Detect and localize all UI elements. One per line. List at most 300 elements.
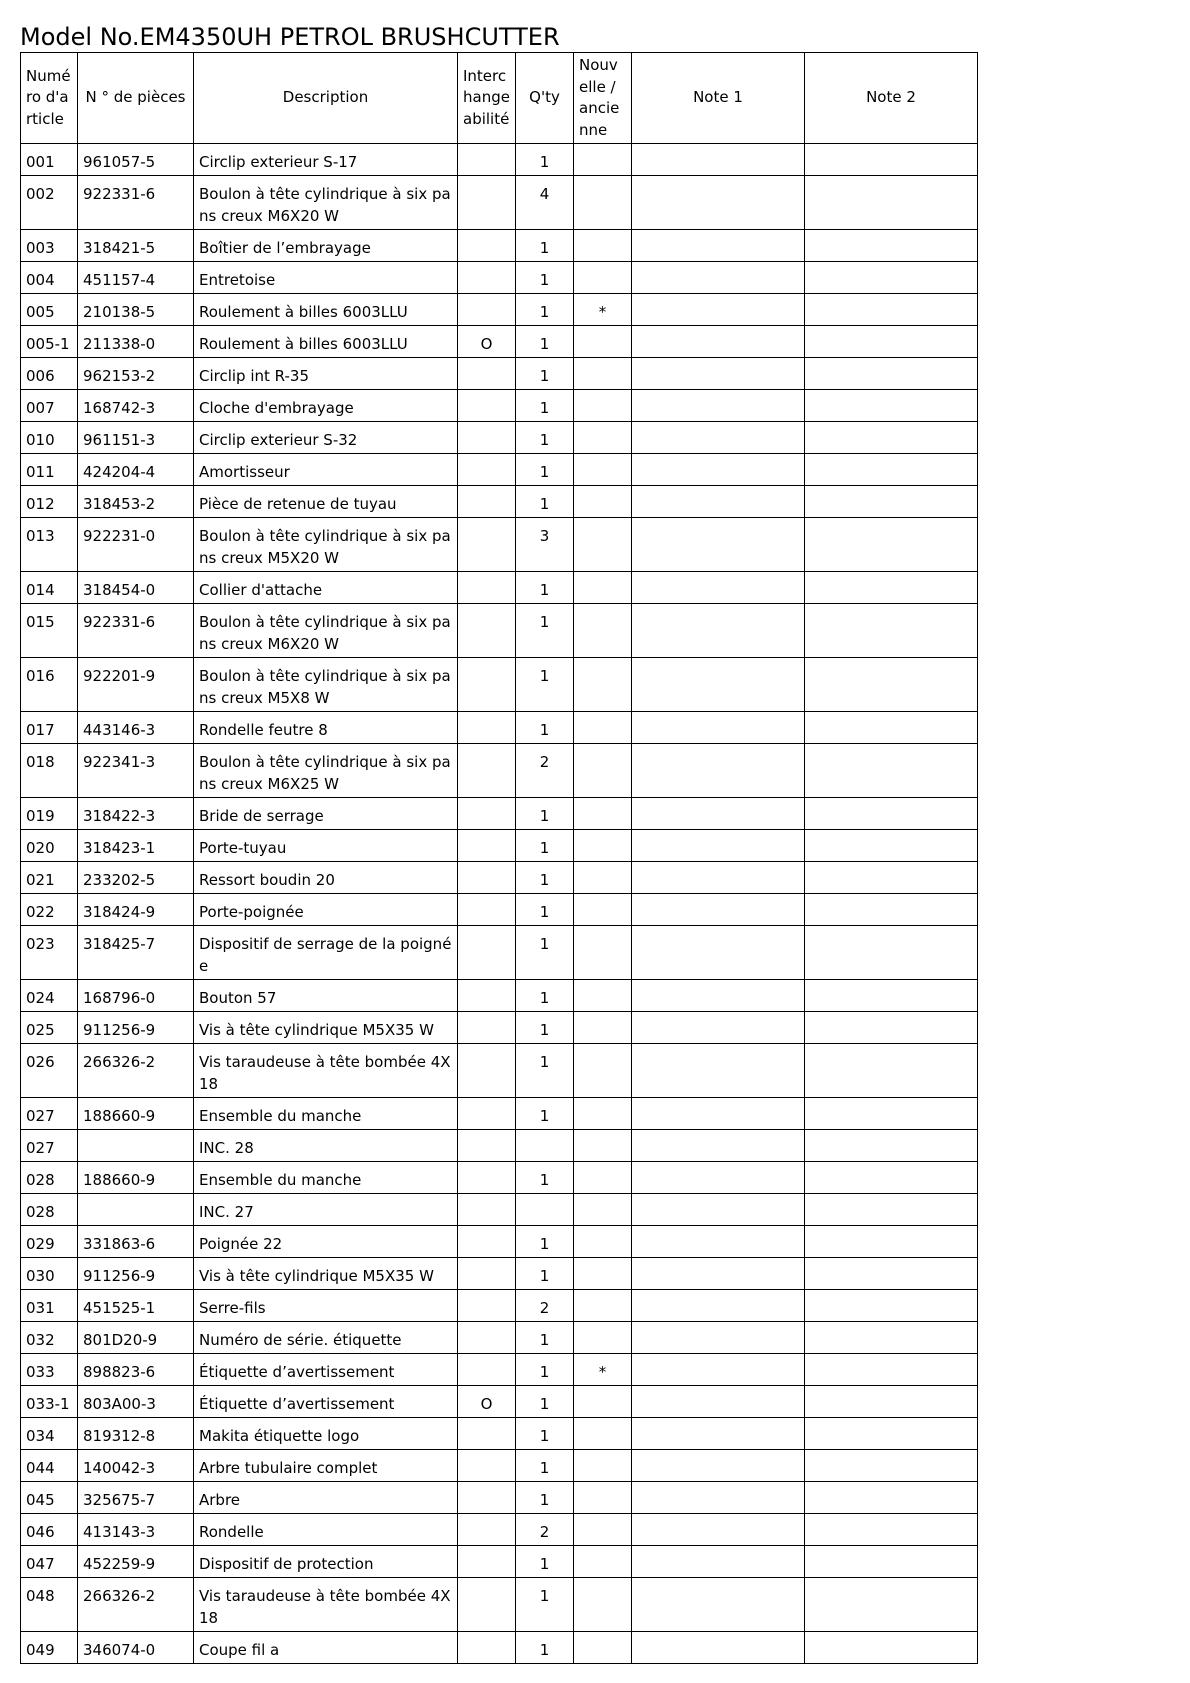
cell-qty: 1 [516,658,574,712]
table-row [21,262,978,294]
cell-qty: 1 [516,1258,574,1290]
cell-note1 [632,1482,805,1514]
cell-description: Cloche d'embrayage [194,390,458,422]
cell-note1 [632,294,805,326]
cell-new-old [574,326,632,358]
cell-note2 [805,1098,978,1130]
cell-part-no: 266326-2 [78,1044,194,1098]
cell-note1 [632,604,805,658]
cell-note2 [805,422,978,454]
cell-note2 [805,604,978,658]
cell-qty: 1 [516,830,574,862]
cell-new-old [574,1162,632,1194]
col-qty: Q'ty [516,53,574,144]
cell-description: Vis taraudeuse à tête bombée 4X18 [194,1578,458,1632]
cell-item-no: 030 [21,1258,78,1290]
cell-description: Porte-poignée [194,894,458,926]
table-row [21,1194,978,1226]
cell-note1 [632,144,805,176]
cell-item-no: 012 [21,486,78,518]
cell-description: INC. 28 [194,1130,458,1162]
cell-interchangeability [458,572,516,604]
cell-note1 [632,926,805,980]
cell-interchangeability [458,658,516,712]
cell-description: Numéro de série. étiquette [194,1322,458,1354]
cell-part-no [78,1194,194,1226]
table-row [21,390,978,422]
cell-interchangeability [458,1162,516,1194]
cell-new-old [574,980,632,1012]
cell-description: Boulon à tête cylindrique à six pans creux M6X20 W [194,176,458,230]
cell-interchangeability [458,744,516,798]
table-row [21,1632,978,1664]
table-row [21,1130,978,1162]
cell-interchangeability [458,926,516,980]
cell-note1 [632,486,805,518]
table-row [21,454,978,486]
cell-new-old [574,1258,632,1290]
cell-note1 [632,980,805,1012]
cell-note1 [632,744,805,798]
cell-note2 [805,1162,978,1194]
cell-item-no: 018 [21,744,78,798]
cell-new-old [574,1012,632,1044]
cell-part-no: 962153-2 [78,358,194,390]
cell-part-no: 211338-0 [78,326,194,358]
cell-part-no: 266326-2 [78,1578,194,1632]
cell-interchangeability: O [458,326,516,358]
cell-description: Pièce de retenue de tuyau [194,486,458,518]
cell-new-old: * [574,1354,632,1386]
cell-note1 [632,262,805,294]
cell-note1 [632,1386,805,1418]
cell-part-no: 210138-5 [78,294,194,326]
cell-note2 [805,144,978,176]
col-note2: Note 2 [805,53,978,144]
cell-interchangeability [458,1012,516,1044]
cell-part-no: 922231-0 [78,518,194,572]
cell-qty: 1 [516,604,574,658]
cell-note2 [805,798,978,830]
cell-item-no: 001 [21,144,78,176]
cell-description: Circlip int R-35 [194,358,458,390]
cell-description: Poignée 22 [194,1226,458,1258]
cell-qty: 1 [516,230,574,262]
cell-note1 [632,1290,805,1322]
cell-part-no: 346074-0 [78,1632,194,1664]
cell-new-old [574,1322,632,1354]
table-row [21,572,978,604]
cell-qty: 3 [516,518,574,572]
cell-qty: 2 [516,1514,574,1546]
cell-note2 [805,572,978,604]
table-row [21,1354,978,1386]
table-row [21,1290,978,1322]
cell-qty: 1 [516,1162,574,1194]
cell-description: Vis taraudeuse à tête bombée 4X18 [194,1044,458,1098]
cell-note1 [632,798,805,830]
cell-description: Vis à tête cylindrique M5X35 W [194,1012,458,1044]
cell-item-no: 005 [21,294,78,326]
cell-note1 [632,1012,805,1044]
cell-description: Ensemble du manche [194,1162,458,1194]
table-row [21,144,978,176]
table-row [21,980,978,1012]
cell-item-no: 032 [21,1322,78,1354]
table-row [21,830,978,862]
cell-note1 [632,572,805,604]
cell-description: Boulon à tête cylindrique à six pans creux M6X20 W [194,604,458,658]
cell-interchangeability [458,1044,516,1098]
cell-part-no: 168742-3 [78,390,194,422]
cell-interchangeability [458,1632,516,1664]
cell-description: Dispositif de serrage de la poignée [194,926,458,980]
cell-note2 [805,1632,978,1664]
cell-item-no: 028 [21,1162,78,1194]
cell-new-old [574,1130,632,1162]
cell-item-no: 026 [21,1044,78,1098]
cell-description: Circlip exterieur S-17 [194,144,458,176]
cell-item-no: 019 [21,798,78,830]
cell-note2 [805,712,978,744]
cell-new-old [574,1386,632,1418]
cell-description: Makita étiquette logo [194,1418,458,1450]
table-row [21,658,978,712]
cell-item-no: 014 [21,572,78,604]
cell-note2 [805,1226,978,1258]
cell-part-no: 961151-3 [78,422,194,454]
cell-item-no: 021 [21,862,78,894]
cell-new-old [574,176,632,230]
cell-interchangeability [458,1514,516,1546]
table-row [21,294,978,326]
cell-item-no: 010 [21,422,78,454]
table-row [21,1450,978,1482]
cell-item-no: 045 [21,1482,78,1514]
cell-interchangeability [458,230,516,262]
table-row [21,1578,978,1632]
cell-interchangeability [458,454,516,486]
table-body [21,144,978,1664]
cell-interchangeability [458,830,516,862]
cell-note2 [805,294,978,326]
cell-item-no: 048 [21,1578,78,1632]
cell-description: Boulon à tête cylindrique à six pans creux M5X8 W [194,658,458,712]
cell-qty: 1 [516,798,574,830]
table-row [21,1044,978,1098]
cell-new-old [574,1044,632,1098]
cell-part-no: 413143-3 [78,1514,194,1546]
cell-note2 [805,486,978,518]
cell-description: Boulon à tête cylindrique à six pans creux M6X25 W [194,744,458,798]
cell-item-no: 025 [21,1012,78,1044]
cell-note2 [805,262,978,294]
cell-note1 [632,176,805,230]
cell-part-no: 922201-9 [78,658,194,712]
cell-note1 [632,1632,805,1664]
cell-qty: 1 [516,1450,574,1482]
cell-note2 [805,1354,978,1386]
cell-part-no: 922331-6 [78,176,194,230]
cell-qty: 1 [516,1386,574,1418]
cell-note2 [805,658,978,712]
cell-note1 [632,1044,805,1098]
cell-qty: 1 [516,862,574,894]
table-row [21,1012,978,1044]
cell-part-no: 451525-1 [78,1290,194,1322]
cell-part-no: 961057-5 [78,144,194,176]
cell-part-no: 140042-3 [78,1450,194,1482]
cell-interchangeability [458,980,516,1012]
cell-new-old [574,1418,632,1450]
cell-qty: 1 [516,454,574,486]
table-row [21,1546,978,1578]
cell-new-old: * [574,294,632,326]
table-row [21,1098,978,1130]
cell-note2 [805,1258,978,1290]
cell-qty: 1 [516,894,574,926]
cell-interchangeability [458,486,516,518]
cell-note1 [632,1578,805,1632]
cell-new-old [574,1450,632,1482]
cell-new-old [574,454,632,486]
cell-note2 [805,1044,978,1098]
col-interchangeability: Interchangeabilité [458,53,516,144]
cell-part-no: 898823-6 [78,1354,194,1386]
table-row [21,1418,978,1450]
cell-part-no: 318423-1 [78,830,194,862]
cell-item-no: 013 [21,518,78,572]
cell-note1 [632,1162,805,1194]
cell-new-old [574,486,632,518]
cell-part-no [78,1130,194,1162]
cell-note2 [805,518,978,572]
cell-interchangeability [458,1130,516,1162]
cell-note2 [805,1130,978,1162]
cell-new-old [574,1546,632,1578]
cell-note2 [805,358,978,390]
cell-qty: 1 [516,144,574,176]
cell-item-no: 029 [21,1226,78,1258]
cell-new-old [574,862,632,894]
cell-part-no: 922331-6 [78,604,194,658]
cell-note1 [632,422,805,454]
cell-item-no: 031 [21,1290,78,1322]
cell-item-no: 047 [21,1546,78,1578]
cell-new-old [574,712,632,744]
cell-note1 [632,712,805,744]
cell-item-no: 016 [21,658,78,712]
cell-note1 [632,1098,805,1130]
cell-item-no: 049 [21,1632,78,1664]
table-row [21,326,978,358]
cell-interchangeability [458,712,516,744]
col-new-old: Nouvelle / ancienne [574,53,632,144]
cell-interchangeability [458,390,516,422]
cell-new-old [574,1290,632,1322]
cell-interchangeability [458,894,516,926]
cell-new-old [574,1514,632,1546]
cell-note2 [805,980,978,1012]
table-row [21,518,978,572]
cell-item-no: 020 [21,830,78,862]
cell-note1 [632,1258,805,1290]
cell-note2 [805,1386,978,1418]
cell-note1 [632,658,805,712]
cell-item-no: 006 [21,358,78,390]
cell-interchangeability [458,1354,516,1386]
cell-qty: 1 [516,1354,574,1386]
cell-item-no: 033-1 [21,1386,78,1418]
cell-item-no: 033 [21,1354,78,1386]
cell-qty: 1 [516,326,574,358]
cell-part-no: 168796-0 [78,980,194,1012]
cell-part-no: 318425-7 [78,926,194,980]
cell-item-no: 002 [21,176,78,230]
cell-part-no: 451157-4 [78,262,194,294]
table-row [21,176,978,230]
cell-part-no: 922341-3 [78,744,194,798]
cell-note2 [805,1322,978,1354]
cell-item-no: 024 [21,980,78,1012]
cell-description: Rondelle [194,1514,458,1546]
table-row [21,712,978,744]
cell-description: Étiquette d’avertissement [194,1386,458,1418]
cell-description: Roulement à billes 6003LLU [194,326,458,358]
table-row [21,894,978,926]
table-row [21,1258,978,1290]
cell-note2 [805,1450,978,1482]
cell-interchangeability [458,422,516,454]
cell-description: Ensemble du manche [194,1098,458,1130]
cell-new-old [574,1098,632,1130]
cell-part-no: 443146-3 [78,712,194,744]
table-row [21,798,978,830]
cell-part-no: 318424-9 [78,894,194,926]
cell-qty: 1 [516,980,574,1012]
cell-qty: 1 [516,1226,574,1258]
cell-description: Serre-fils [194,1290,458,1322]
cell-interchangeability [458,518,516,572]
cell-new-old [574,262,632,294]
cell-note1 [632,390,805,422]
cell-note2 [805,744,978,798]
cell-note2 [805,894,978,926]
cell-interchangeability [458,1098,516,1130]
col-item-no: Numéro d'article [21,53,78,144]
col-part-no: N ° de pièces [78,53,194,144]
cell-new-old [574,658,632,712]
cell-interchangeability: O [458,1386,516,1418]
table-row [21,1482,978,1514]
cell-part-no: 188660-9 [78,1098,194,1130]
cell-part-no: 424204-4 [78,454,194,486]
cell-item-no: 007 [21,390,78,422]
cell-interchangeability [458,862,516,894]
cell-note2 [805,1418,978,1450]
cell-note2 [805,1482,978,1514]
cell-description: Ressort boudin 20 [194,862,458,894]
cell-description: Coupe fil a [194,1632,458,1664]
cell-note2 [805,1514,978,1546]
cell-note1 [632,830,805,862]
cell-qty: 1 [516,422,574,454]
cell-qty: 1 [516,1578,574,1632]
cell-qty: 1 [516,1012,574,1044]
cell-note2 [805,1546,978,1578]
cell-interchangeability [458,294,516,326]
cell-new-old [574,1194,632,1226]
cell-qty: 1 [516,712,574,744]
cell-qty: 1 [516,1418,574,1450]
cell-note2 [805,862,978,894]
cell-description: Entretoise [194,262,458,294]
cell-new-old [574,604,632,658]
cell-note2 [805,1194,978,1226]
cell-new-old [574,798,632,830]
table-row [21,1322,978,1354]
cell-description: Circlip exterieur S-32 [194,422,458,454]
cell-qty: 1 [516,1044,574,1098]
cell-note2 [805,326,978,358]
cell-note2 [805,176,978,230]
page-title: Model No.EM4350UH PETROL BRUSHCUTTER [20,23,560,51]
cell-qty: 4 [516,176,574,230]
cell-item-no: 011 [21,454,78,486]
table-row [21,358,978,390]
cell-new-old [574,572,632,604]
cell-qty: 1 [516,390,574,422]
cell-interchangeability [458,262,516,294]
cell-qty: 1 [516,1098,574,1130]
cell-description: Rondelle feutre 8 [194,712,458,744]
cell-part-no: 188660-9 [78,1162,194,1194]
cell-new-old [574,422,632,454]
cell-note2 [805,830,978,862]
cell-description: Vis à tête cylindrique M5X35 W [194,1258,458,1290]
table-row [21,862,978,894]
cell-note1 [632,1354,805,1386]
cell-new-old [574,144,632,176]
cell-qty: 2 [516,1290,574,1322]
cell-interchangeability [458,1546,516,1578]
cell-part-no: 911256-9 [78,1258,194,1290]
cell-qty: 1 [516,926,574,980]
cell-item-no: 027 [21,1130,78,1162]
table-row [21,744,978,798]
cell-qty: 2 [516,744,574,798]
cell-note2 [805,390,978,422]
cell-interchangeability [458,1482,516,1514]
cell-note1 [632,1450,805,1482]
cell-new-old [574,1632,632,1664]
table-row [21,1386,978,1418]
cell-new-old [574,926,632,980]
cell-item-no: 017 [21,712,78,744]
cell-qty: 1 [516,294,574,326]
cell-new-old [574,1226,632,1258]
cell-part-no: 331863-6 [78,1226,194,1258]
cell-item-no: 005-1 [21,326,78,358]
cell-item-no: 023 [21,926,78,980]
cell-interchangeability [458,1290,516,1322]
cell-interchangeability [458,176,516,230]
cell-note1 [632,894,805,926]
cell-qty: 1 [516,358,574,390]
cell-description: Bouton 57 [194,980,458,1012]
cell-interchangeability [458,144,516,176]
cell-interchangeability [458,1322,516,1354]
